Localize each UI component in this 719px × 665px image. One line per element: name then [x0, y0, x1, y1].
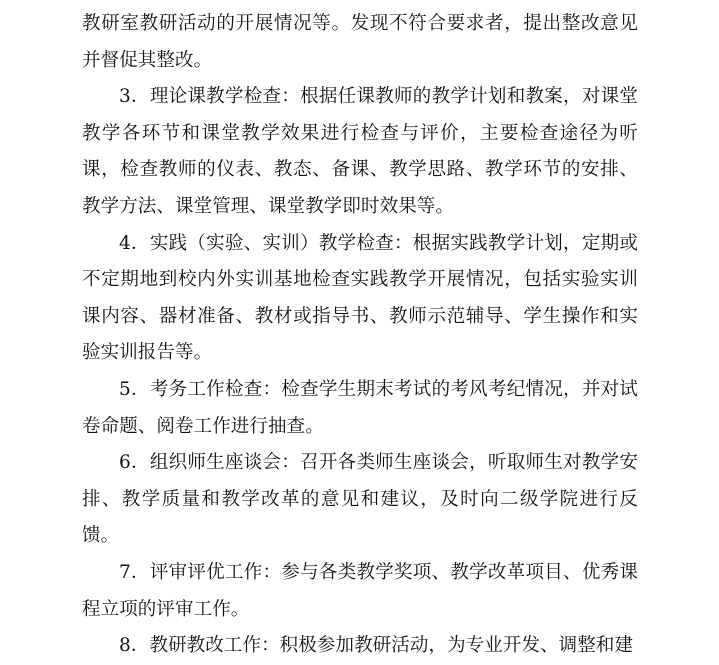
- document-page: [82, 6, 638, 665]
- paragraph-item-5: 5．考务工作检查：检查学生期末考试的考风考纪情况，并对试卷命题、阅卷工作进行抽查。: [82, 378, 638, 437]
- paragraph-continuation: 教研室教研活动的开展情况等。发现不符合要求者，提出整改意见并督促其整改。: [82, 13, 638, 71]
- paragraph-item-8: 8．教研教改工作：积极参加教研活动，为专业开发、调整和建: [119, 635, 634, 657]
- paragraph-item-3: 3．理论课教学检查：根据任课教师的教学计划和教案，对课堂教学各环节和课堂教学效果进行检查与评价，主要检查途径为听课，检查教师的仪表、教态、备课、教学思路、教学环节的安排、教学方法、课堂管理、课堂教学即时效果等。: [82, 86, 638, 217]
- paragraph-item-7: 7．评审评优工作：参与各类教学奖项、教学改革项目、优秀课程立项的评审工作。: [82, 561, 638, 620]
- paragraph-item-4: 4．实践（实验、实训）教学检查：根据实践教学计划，定期或不定期地到校内外实训基地检查实践教学开展情况，包括实验实训课内容、器材准备、教材或指导书、教师示范辅导、学生操作和实验实训报告等。: [82, 232, 638, 364]
- paragraph-item-6: 6．组织师生座谈会：召开各类师生座谈会，听取师生对教学安排、教学质量和教学改革的意见和建议，及时向二级学院进行反馈。: [82, 452, 638, 547]
